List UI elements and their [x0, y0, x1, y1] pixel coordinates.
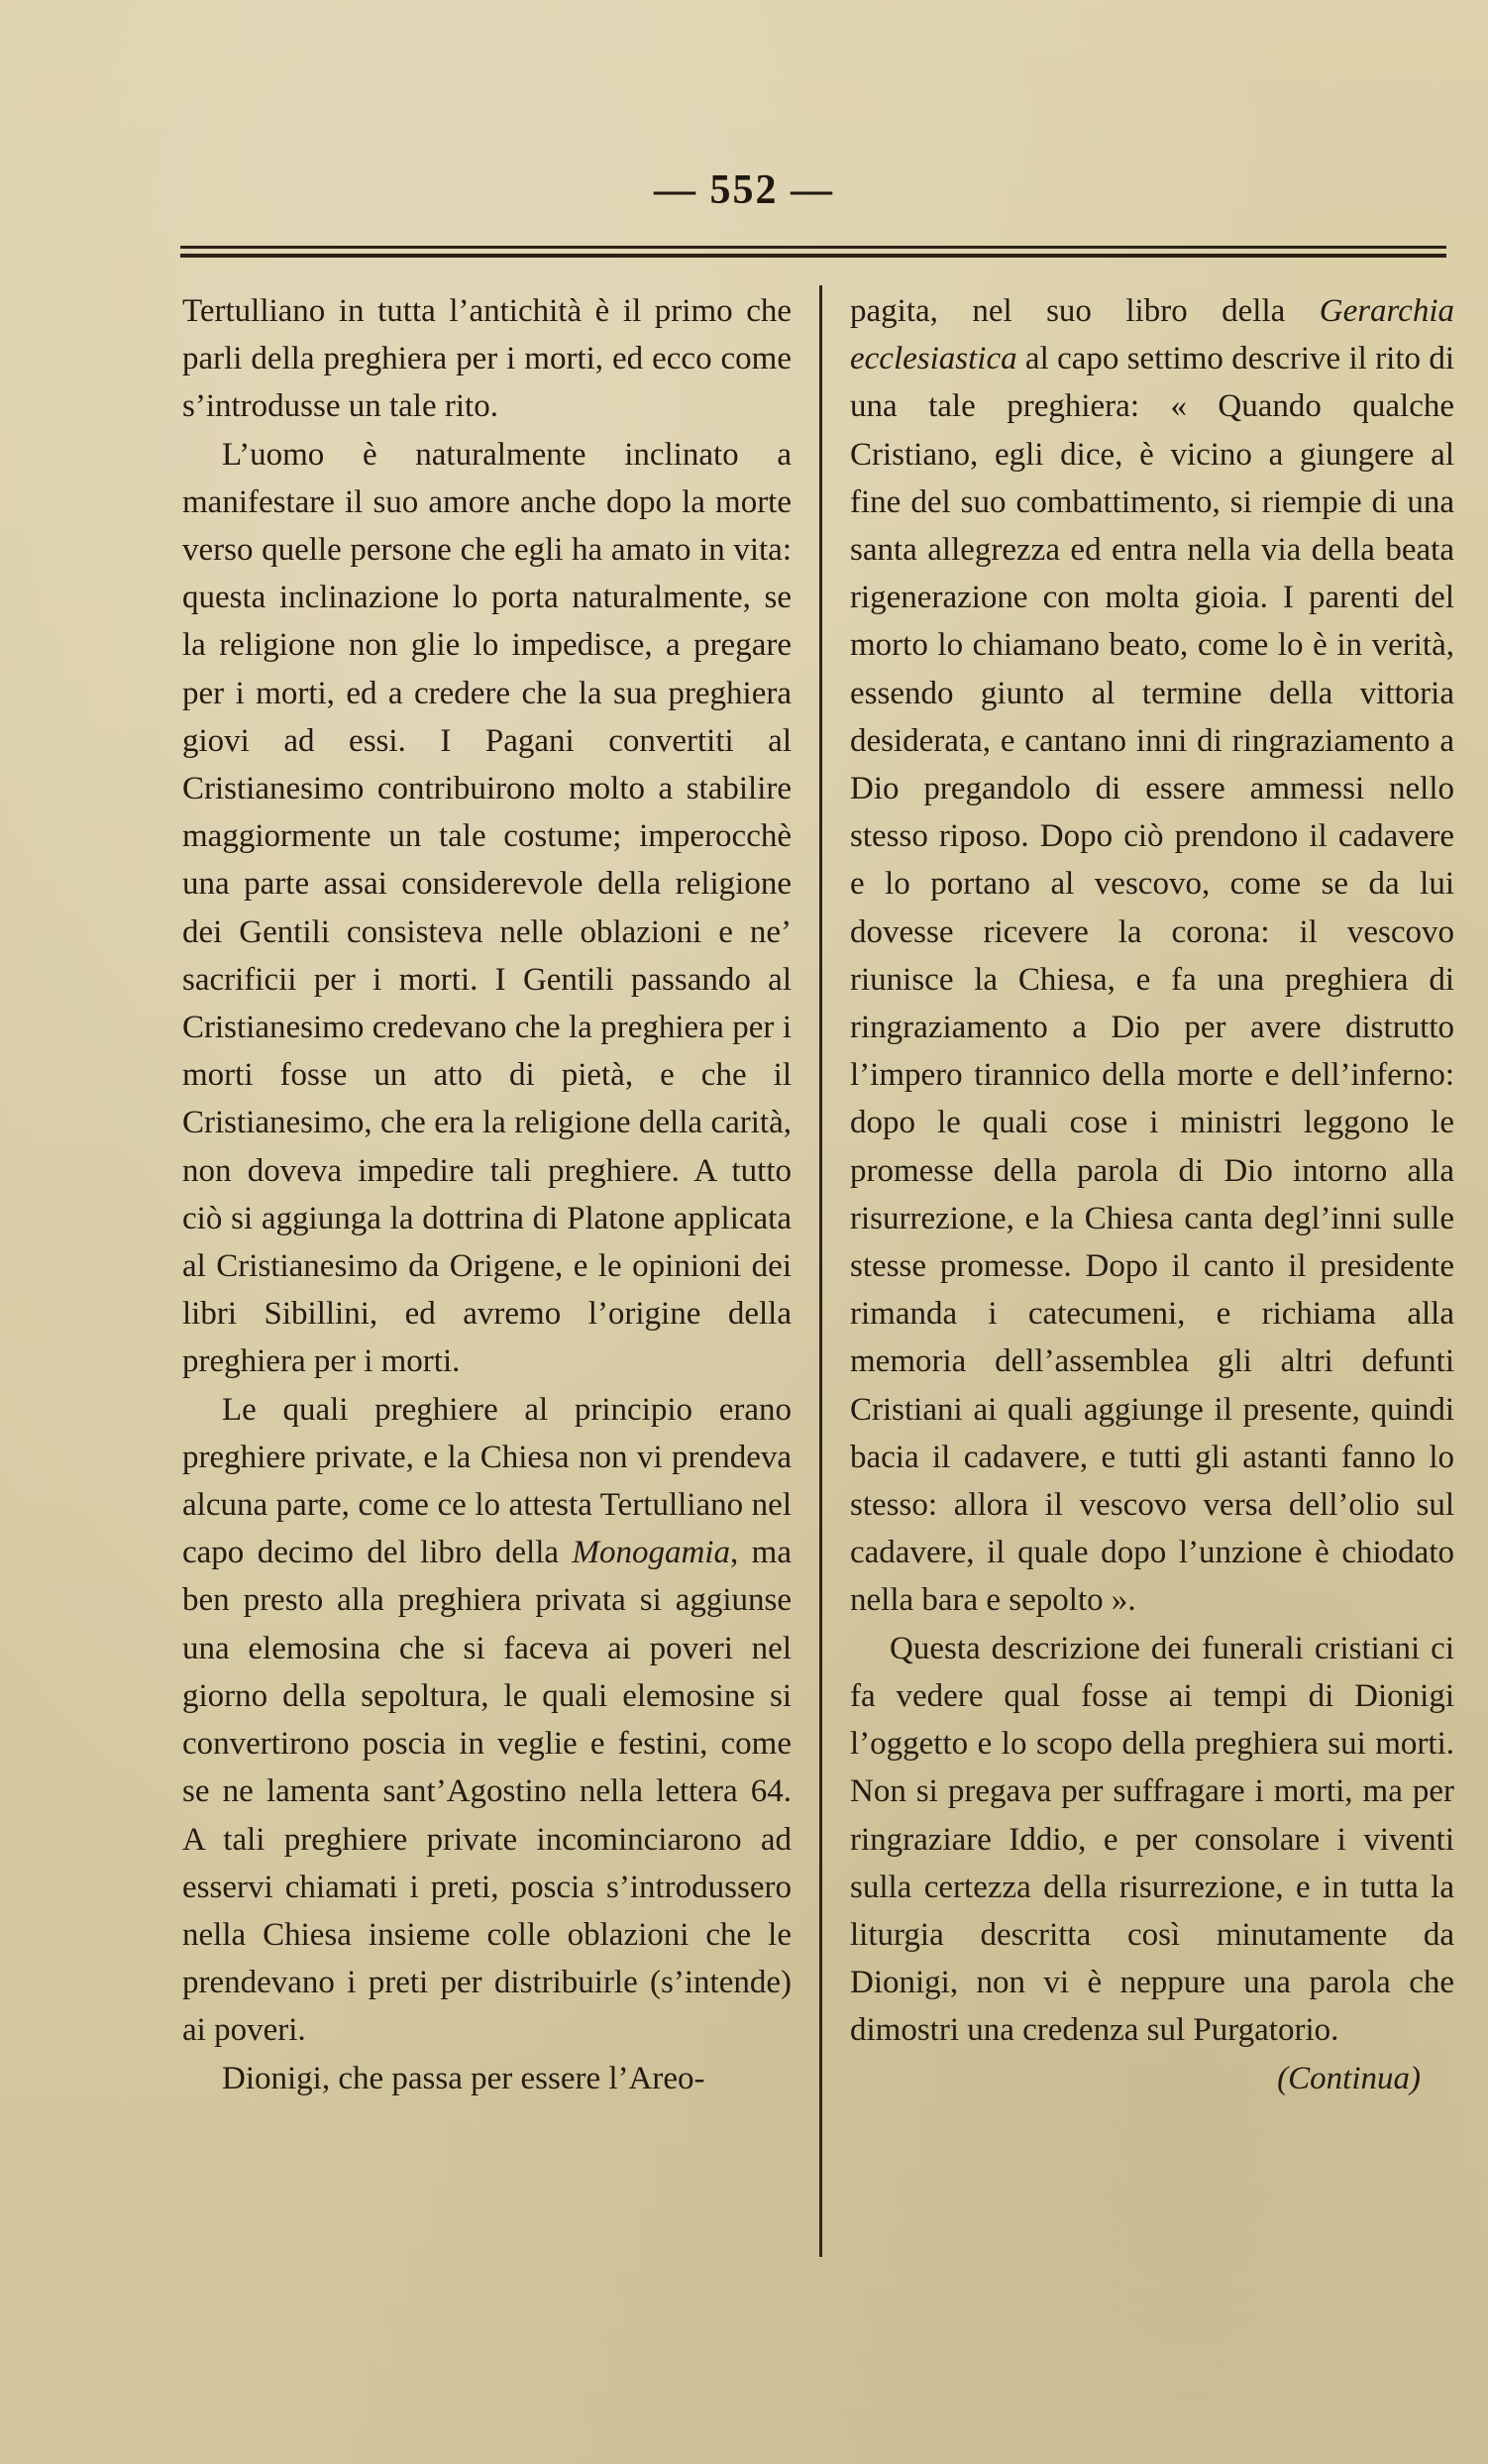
- paragraph: L’uomo è naturalmente inclinato a manifestare il suo amore anche dopo la morte verso quelle persone che egli ha amato in vita: questa inclinazione lo porta naturalmente, se la religione non glie lo impedisce, a pregare per i morti, ed a credere che la sua preghiera giovi ad essi. I Pagani convertiti al Cristianesimo contribuirono molto a stabilire maggiormente un tale costume; imperocchè una parte assai considerevole della religione dei Gentili consisteva nelle oblazioni e ne’ sacrificii per i morti. I Gentili passando al Cristianesimo credevano che la preghiera per i morti fosse un atto di pietà, e che il Cristianesimo, che era la religione della carità, non doveva impedire tali preghiere. A tutto ciò si aggiunga la dottrina di Platone applicata al Cristianesimo da Origene, e le opinioni dei libri Sibillini, ed avremo l’origine della preghiera per i morti.: [182, 436, 792, 1380]
- paragraph-text: al capo settimo descrive il rito di una tale preghiera: « Quando qualche Cristiano, egli dice, è vicino a giungere al fine del suo combattimento, si riempie di una santa allegrezza ed entra nella via della beata rigenerazione con molta gioia. I parenti del morto lo chiamano beato, come lo è in verità, essendo giunto al termine della vittoria desiderata, e cantano inni di ringraziamento a Dio pregandolo di essere ammessi nello stesso riposo. Dopo ciò prendono il cadavere e lo portano al vescovo, come se da lui dovesse ricevere la corona: il vescovo riunisce la Chiesa, e fa una preghiera di ringraziamento a Dio per avere distrutto l’impero tirannico della morte e dell’inferno: dopo le quali cose i ministri leggono le promesse della parola di Dio intorno alla risurrezione, e la Chiesa canta degl’inni sulle stesse promesse. Dopo il canto il presidente rimanda i catecumeni, e richiama alla memoria dell’assemblea gli altri defunti Cristiani ai quali aggiunge il presente, quindi bacia il cadavere, e tutti gli astanti fanno lo stesso: allora il vescovo versa dell’olio sul cadavere, il quale dopo l’unzione è chiodato nella bara e sepolto ».: [850, 341, 1454, 1619]
- page-number: — 552 —: [654, 167, 834, 213]
- paragraph-text: , ma ben presto alla preghiera privata si aggiunse una elemosina che si faceva ai poveri nel giorno della sepoltura, le quali elemosine si convertirono poscia in veglie e festini, come se ne lamenta sant’Agostino nella lettera 64. A tali preghiere private incominciarono ad esservi chiamati i preti, poscia s’introdussero nella Chiesa insieme colle oblazioni che le prendevano i preti per distribuirle (s’intende) ai poveri.: [182, 1535, 792, 2049]
- continua-note: (Continua): [1277, 2060, 1421, 2096]
- book-title: Gerarchia ecclesiastica: [850, 293, 1454, 377]
- header-rule: [180, 246, 1446, 249]
- paragraph-text: pagita, nel suo libro della: [850, 293, 1320, 329]
- header-rule-double: [180, 254, 1446, 258]
- paragraph: [182, 1386, 792, 2055]
- right-column: [850, 287, 1454, 2102]
- paragraph: Questa descrizione dei funerali cristiani ci fa vedere qual fosse ai tempi di Dionigi l’oggetto e lo scopo della preghiera sui morti. Non si pregava per suffragare i morti, ma per ringraziare Iddio, e per consolare i viventi sulla certezza della risurrezione, e in tutta la liturgia descritta così minutamente da Dionigi, non vi è neppure una parola che dimostri una credenza sul Purgatorio.: [850, 1630, 1454, 2049]
- paragraph: Tertulliano in tutta l’antichità è il primo che parli della preghiera per i morti, ed ecco come s’introdusse un tale rito.: [182, 293, 792, 425]
- book-title: Monogamia: [572, 1535, 730, 1571]
- paragraph: Dionigi, che passa per essere l’Areo-: [222, 2060, 705, 2096]
- paragraph: [850, 287, 1454, 1625]
- left-column: [182, 287, 792, 2102]
- column-divider: [819, 285, 822, 2257]
- paragraph-text: Le quali preghiere al principio erano preghiere private, e la Chiesa non vi prendeva alcuna parte, come ce lo attesta Tertulliano nel capo decimo del libro della: [182, 1391, 792, 1571]
